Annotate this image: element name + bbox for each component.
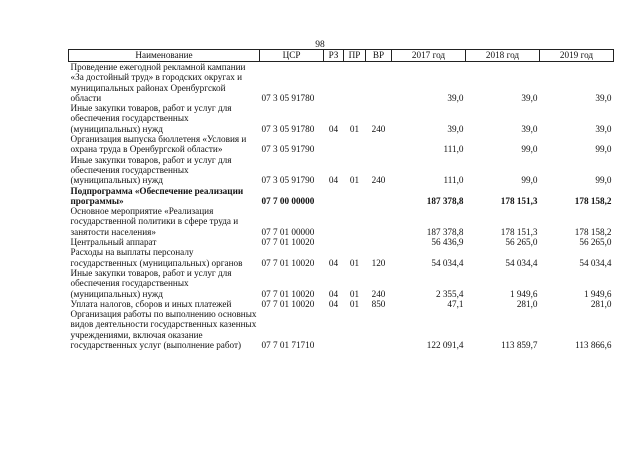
cell-pr: 01: [349, 123, 360, 134]
cell-2017: 122 091,4: [426, 340, 464, 351]
cell-2019: 39,0: [595, 123, 612, 134]
cell-csr: 07 7 01 10020: [261, 257, 315, 268]
cell-vr: [366, 134, 392, 155]
cell-2018: 56 265,0: [505, 237, 538, 248]
cell-rz: [324, 309, 344, 350]
cell-2018: 113 859,7: [501, 340, 538, 351]
cell-csr: 07 7 01 10020: [261, 237, 315, 248]
budget-table: [68, 49, 614, 350]
cell-rz: [324, 62, 344, 104]
cell-name: Центральный аппарат: [70, 237, 157, 248]
cell-2018: 178 151,3: [500, 195, 538, 206]
cell-2019: 99,0: [595, 175, 612, 186]
cell-2017: 187 378,8: [426, 195, 464, 206]
page-number: 98: [315, 40, 325, 50]
cell-2019: 113 866,6: [575, 340, 612, 351]
cell-2019: 281,0: [590, 298, 612, 309]
cell-csr: 07 3 05 91790: [261, 144, 315, 155]
cell-vr: 240: [371, 175, 386, 186]
cell-pr: 01: [349, 298, 360, 309]
cell-vr: 240: [371, 123, 386, 134]
cell-pr: 01: [349, 288, 360, 299]
header-csr: ЦСР: [260, 50, 324, 62]
cell-vr: [366, 237, 392, 247]
cell-2019: 99,0: [595, 144, 612, 155]
cell-rz: 04: [328, 123, 339, 134]
table-row: [69, 247, 614, 268]
cell-2019: 54 034,4: [579, 257, 612, 268]
table-row: [69, 237, 614, 247]
table-row: [69, 268, 614, 299]
header-2017: 2017 год: [392, 50, 466, 62]
cell-2019: 1 949,6: [583, 288, 612, 299]
cell-pr: [344, 134, 366, 155]
header-2019: 2019 год: [540, 50, 614, 62]
header-rz: РЗ: [324, 50, 344, 62]
cell-2017: 2 355,4: [435, 288, 464, 299]
cell-2018: 281,0: [516, 298, 538, 309]
cell-rz: [324, 186, 344, 207]
cell-vr: [366, 62, 392, 104]
cell-pr: [344, 206, 366, 237]
cell-pr: [344, 237, 366, 247]
cell-rz: 04: [328, 288, 339, 299]
table-body: [69, 62, 614, 351]
cell-csr: 07 3 05 91780: [261, 123, 315, 134]
cell-name: Иные закупки товаров, работ и услуг для обеспечения государственных (муниципальных) нужд: [70, 154, 232, 186]
cell-2019: 178 158,2: [574, 226, 612, 237]
cell-2017: 56 436,9: [431, 237, 464, 248]
table-row: [69, 309, 614, 350]
cell-name: Подпрограмма «Обеспечение реализации программы»: [70, 185, 244, 206]
cell-2019: 56 265,0: [579, 237, 612, 248]
cell-csr: 07 7 01 10020: [261, 288, 315, 299]
cell-name: Организация работы по выполнению основных видов деятельности государственных казенных учреждениями, включая оказание государственных услуг (выполнение работ): [70, 309, 257, 351]
table-row: [69, 206, 614, 237]
cell-vr: [366, 309, 392, 350]
cell-vr: [366, 186, 392, 207]
cell-rz: [324, 237, 344, 247]
cell-csr: 07 7 01 71710: [261, 340, 315, 351]
cell-name: Организация выпуска бюллетеня «Условия и охрана труда в Оренбургской области»: [70, 134, 247, 155]
cell-2018: 39,0: [521, 123, 538, 134]
table-row: [69, 186, 614, 207]
cell-name: Иные закупки товаров, работ и услуг для обеспечения государственных (муниципальных) нужд: [70, 267, 232, 299]
cell-2018: 99,0: [521, 144, 538, 155]
cell-2017: 111,0: [443, 144, 464, 155]
cell-pr: 01: [349, 257, 360, 268]
cell-2017: 39,0: [447, 123, 464, 134]
cell-csr: 07 3 05 91790: [261, 175, 315, 186]
header-row: [69, 50, 614, 62]
cell-rz: 04: [328, 298, 339, 309]
cell-2017: 111,0: [443, 175, 464, 186]
cell-name: Проведение ежегодной рекламной кампании «За достойный труд» в городских округах и муниципальных районах Оренбургской области: [70, 62, 246, 103]
cell-pr: [344, 62, 366, 104]
cell-2017: 39,0: [447, 92, 464, 103]
cell-2018: 178 151,3: [500, 226, 538, 237]
cell-name: Основное мероприятие «Реализация государственной политики в сфере труда и занятости населения»: [70, 206, 239, 237]
cell-vr: 850: [371, 298, 386, 309]
cell-2018: 39,0: [521, 92, 538, 103]
table-row: [69, 155, 614, 186]
cell-rz: [324, 206, 344, 237]
cell-pr: 01: [349, 175, 360, 186]
cell-csr: 07 7 01 10020: [261, 298, 315, 309]
cell-rz: 04: [328, 257, 339, 268]
cell-csr: 07 7 01 00000: [261, 226, 315, 237]
cell-2019: 178 158,2: [574, 195, 612, 206]
cell-name: Расходы на выплаты персоналу государственных (муниципальных) органов: [70, 247, 243, 268]
cell-2018: 1 949,6: [509, 288, 538, 299]
header-vr: ВР: [366, 50, 392, 62]
cell-csr: 07 7 00 00000: [261, 195, 315, 206]
table-row: [69, 103, 614, 134]
table-row: [69, 299, 614, 309]
cell-2017: 47,1: [447, 298, 464, 309]
header-pr: ПР: [344, 50, 366, 62]
cell-2017: 54 034,4: [431, 257, 464, 268]
header-name: Наименование: [69, 50, 260, 62]
cell-vr: [366, 206, 392, 237]
cell-name: Иные закупки товаров, работ и услуг для обеспечения государственных (муниципальных) нужд: [70, 103, 232, 134]
cell-rz: 04: [328, 175, 339, 186]
cell-vr: 120: [371, 257, 386, 268]
table-row: [69, 62, 614, 104]
cell-vr: 240: [371, 288, 386, 299]
cell-csr: 07 3 05 91780: [261, 92, 315, 103]
cell-rz: [324, 134, 344, 155]
cell-2018: 99,0: [521, 175, 538, 186]
header-2018: 2018 год: [466, 50, 540, 62]
cell-2019: 39,0: [595, 92, 612, 103]
cell-pr: [344, 309, 366, 350]
cell-name: Уплата налогов, сборов и иных платежей: [70, 298, 232, 309]
table-row: [69, 134, 614, 155]
cell-2018: 54 034,4: [505, 257, 538, 268]
cell-2017: 187 378,8: [426, 226, 464, 237]
cell-pr: [344, 186, 366, 207]
